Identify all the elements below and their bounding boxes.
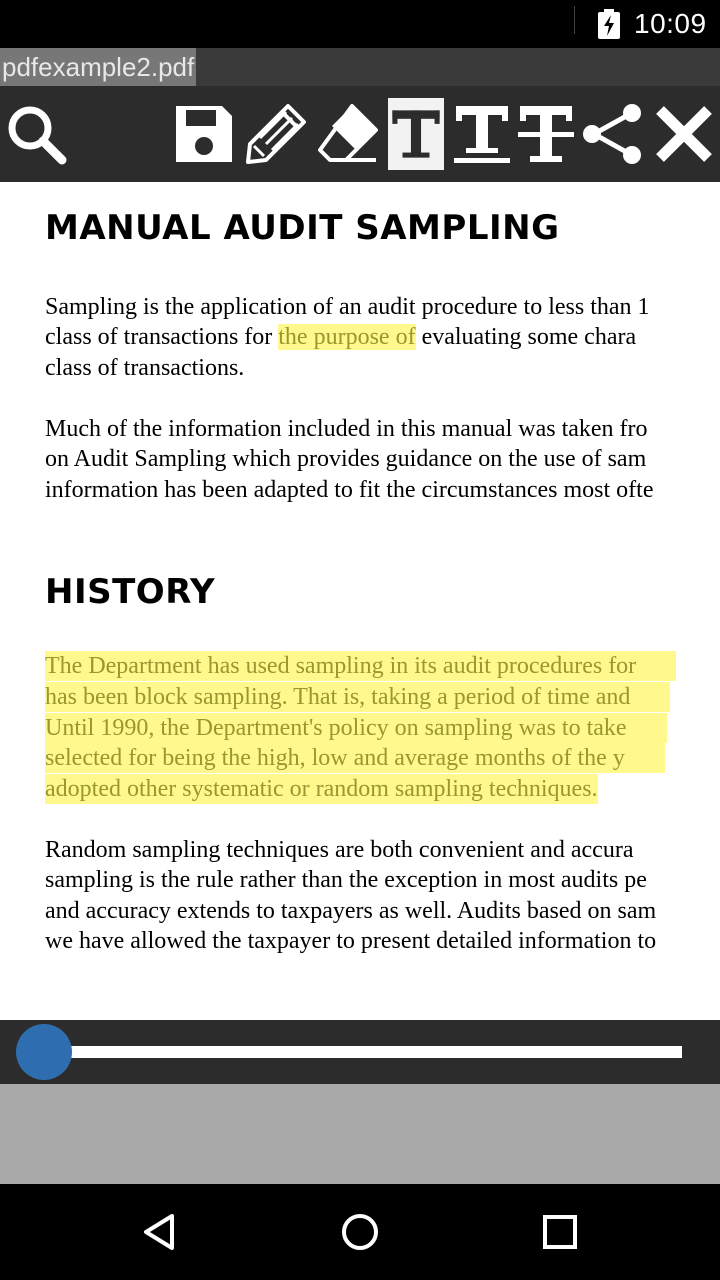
highlighted-line: has been block sampling. That is, taking a period of time and — [45, 682, 670, 712]
status-divider — [574, 6, 575, 34]
page-slider-thumb[interactable] — [16, 1024, 72, 1080]
file-name: pdfexample2.pdf — [0, 48, 196, 86]
eraser-icon — [316, 102, 380, 166]
close-button[interactable] — [650, 98, 718, 170]
paragraph-line: Much of the information included in this manual was taken fro — [45, 416, 648, 442]
home-icon — [340, 1212, 380, 1252]
paragraph-line: Random sampling techniques are both convenient and accura — [45, 837, 634, 863]
highlighted-line: The Department has used sampling in its audit procedures for — [45, 651, 676, 681]
highlighted-line: selected for being the high, low and average months of the y — [45, 743, 665, 773]
status-time: 10:09 — [634, 8, 707, 39]
highlighted-line: adopted other systematic or random sampling techniques. — [45, 776, 598, 802]
eraser-button[interactable] — [314, 98, 382, 170]
recents-icon — [540, 1212, 580, 1252]
text-segment: class of transactions for — [45, 324, 279, 350]
text-segment: evaluating some chara — [415, 324, 637, 350]
highlighted-text: the purpose of — [278, 324, 416, 350]
close-icon — [652, 102, 716, 166]
home-button[interactable] — [320, 1200, 400, 1264]
paragraph-line: information has been adapted to fit the circumstances most ofte — [45, 477, 654, 503]
highlighted-line: Until 1990, the Department's policy on sampling was to take — [45, 713, 667, 743]
paragraph-line — [45, 322, 636, 352]
paragraph-line: sampling is the rule rather than the exception in most audits pe — [45, 867, 647, 893]
paragraph-line: on Audit Sampling which provides guidance on the use of sam — [45, 446, 647, 472]
back-button[interactable] — [120, 1200, 200, 1264]
battery-charging-icon — [598, 9, 620, 39]
pdf-page[interactable] — [0, 182, 720, 1020]
text-strikethrough-button[interactable] — [512, 98, 580, 170]
save-button[interactable] — [170, 98, 238, 170]
search-button[interactable] — [2, 98, 70, 170]
text-underline-icon — [450, 102, 514, 166]
text-underline-button[interactable] — [448, 98, 516, 170]
back-icon — [140, 1212, 180, 1252]
save-icon — [172, 102, 236, 166]
pen-button[interactable] — [242, 98, 310, 170]
paragraph-line: class of transactions. — [45, 355, 245, 381]
search-icon — [4, 102, 68, 166]
share-button[interactable] — [578, 98, 646, 170]
share-icon — [580, 102, 644, 166]
heading-history: HISTORY — [45, 572, 216, 612]
paragraph-line: Sampling is the application of an audit procedure to less than 1 — [45, 294, 650, 320]
page-slider-track[interactable] — [44, 1046, 682, 1058]
text-strikethrough-icon — [514, 102, 578, 166]
recents-button[interactable] — [520, 1200, 600, 1264]
pen-icon — [244, 102, 308, 166]
text-highlight-icon — [389, 102, 443, 166]
paragraph-line: and accuracy extends to taxpayers as well. Audits based on sam — [45, 898, 657, 924]
paragraph-line: we have allowed the taxpayer to present detailed information to — [45, 928, 657, 954]
heading-manual-audit-sampling: MANUAL AUDIT SAMPLING — [45, 208, 560, 248]
empty-area — [0, 1084, 720, 1184]
text-highlight-button[interactable] — [388, 98, 444, 170]
